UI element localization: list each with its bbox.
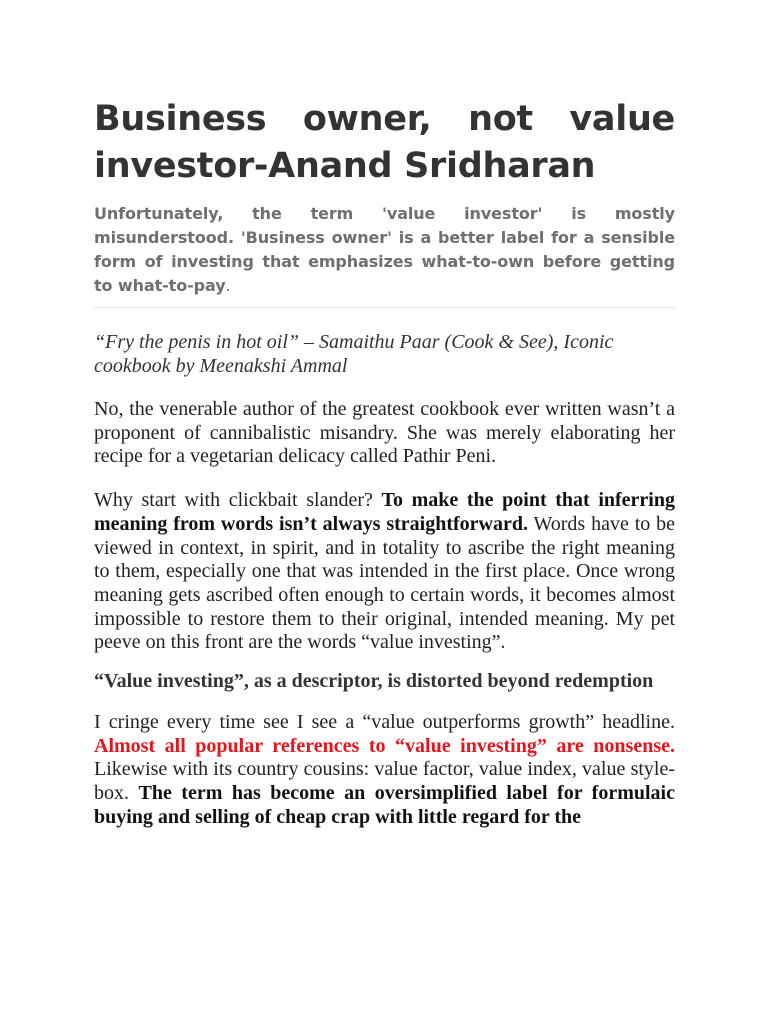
epigraph-quote: “Fry the penis in hot oil” – Samaithu Paar (Cook & See), Iconic cookbook by Meenakshi Ammal — [94, 331, 614, 377]
paragraph-3-emphasis: The term has become an oversimplified label for formulaic buying and selling of cheap crap with little regard for the — [94, 782, 675, 828]
paragraph-2 — [94, 489, 675, 655]
article — [94, 96, 675, 828]
paragraph-3-highlight: Almost all popular references to “value investing” are nonsense. — [94, 734, 675, 757]
paragraph-2-emphasis: To make the point that inferring meaning from words isn’t always straightforward. — [94, 489, 675, 535]
paragraph-2-lead: Why start with clickbait slander? — [94, 489, 382, 512]
paragraph-1: No, the venerable author of the greatest cookbook ever written wasn’t a proponent of cannibalistic misandry. She was merely elaborating her recipe for a vegetarian delicacy called Pathir Peni. — [94, 398, 675, 468]
article-title: Business owner, not value investor-Anand Sridharan — [94, 99, 675, 186]
paragraph-2-rest: Words have to be viewed in context, in spirit, and in totality to ascribe the right meaning to them, especially one that was intended in the first place. Once wrong meaning gets ascribed often enough to certain words, it becomes almost impossible to restore them to their original, intended meaning. My pet peeve on this front are the words “value investing”. — [94, 512, 675, 654]
paragraph-3-lead: I cringe every time see I see a “value outperforms growth” headline. — [94, 711, 675, 734]
paragraph-3-clip — [94, 711, 675, 828]
article-subtitle — [94, 202, 675, 308]
subtitle-period: . — [225, 276, 231, 295]
paragraph-3-mid: Likewise with its country cousins: value factor, value index, value style-box. — [94, 758, 675, 805]
paragraph-3 — [94, 711, 675, 830]
subtitle-text: Unfortunately, the term 'value investor' is mostly misunderstood. 'Business owner' is a better label for a sensible form of investing that emphasizes what-to-own before getting to what-to-pay — [94, 204, 675, 295]
section-heading: “Value investing”, as a descriptor, is distorted beyond redemption — [94, 670, 654, 693]
